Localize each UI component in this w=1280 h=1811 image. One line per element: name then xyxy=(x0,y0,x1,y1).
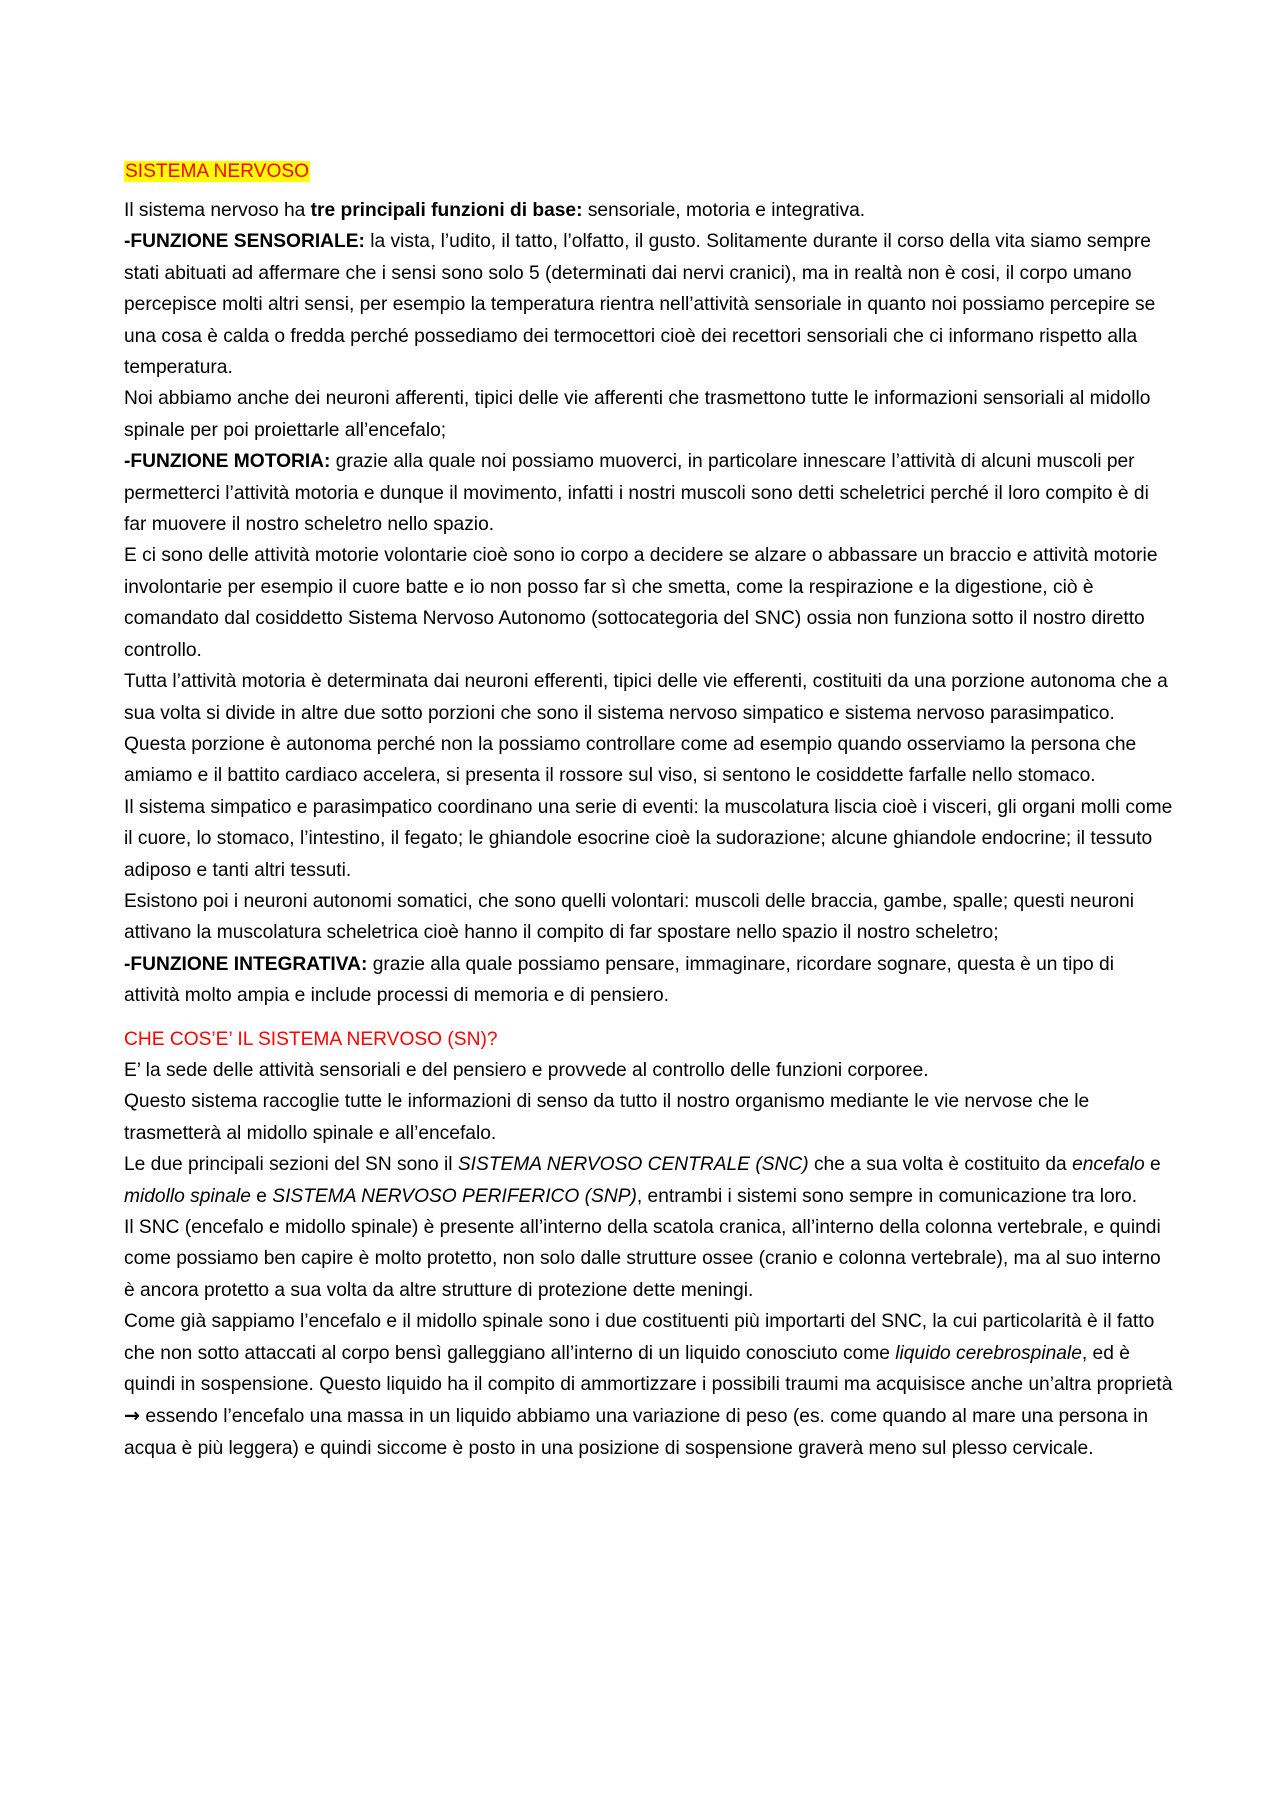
text-span: Come già sappiamo l’encefalo e il midollo spinale sono i due costituenti più importarti del SNC, la cui particolarità è il fatto che non sotto attaccati al corpo bensì galleggiano all’interno di un liquido conosciuto come xyxy=(124,1311,1155,1364)
sensory-function-text: la vista, l’udito, il tatto, l’olfatto, il gusto. Solitamente durante il corso della vita siamo sempre stati abituati ad affermare che i sensi sono solo 5 (determinati dai nervi cranici), ma in realtà non è cosi, il corpo umano percepisce molti altri sensi, per esempio la temperatura rientra nell’attività sensoriale in quanto noi possiamo percepire se una cosa è calda o fredda perché possediamo dei termocettori cioè dei recettori sensoriali che ci informano rispetto alla temperatura. xyxy=(124,231,1156,379)
text-span: essendo l’encefalo una massa in un liquido abbiamo una variazione di peso (es. come quando al mare una persona in acqua è più leggera) e quindi siccome è posto in una posizione di sospensione graverà meno sul plesso cervicale. xyxy=(124,1406,1149,1459)
text-span: , entrambi i sistemi sono sempre in comunicazione tra loro. xyxy=(636,1185,1138,1207)
sn-definition-paragraph: E’ la sede delle attività sensoriali e del pensiero e provvede al controllo delle funzioni corporee. xyxy=(124,1059,929,1081)
text-span: e xyxy=(250,1185,273,1207)
efferent-neurons-paragraph: Tutta l’attività motoria è determinata dai neuroni efferenti, tipici delle vie efferenti, costituiti da una porzione autonoma che a sua volta si divide in altre due sotto porzioni che sono il sistema nervoso simpatico e sistema nervoso parasimpatico. Questa porzione è autonoma perché non la possiamo controllare come ad esempio quando osserviamo la persona che amiamo e il battito cardiaco accelera, si presenta il rossore sul viso, si sentono le cosiddette farfalle nello stomaco. xyxy=(124,671,1168,787)
sensory-function-paragraph xyxy=(124,226,1174,383)
integrative-function-text: grazie alla quale possiamo pensare, immaginare, ricordare sognare, questa è un tipo di attività molto ampia e include processi di memoria e di pensiero. xyxy=(124,953,1114,1007)
italic-term: midollo spinale xyxy=(124,1185,251,1207)
afferent-neurons-paragraph: Noi abbiamo anche dei neuroni afferenti, tipici delle vie afferenti che trasmettono tutte le informazioni sensoriali al midollo spinale per poi proiettarle all’encefalo; xyxy=(124,388,1151,441)
intro-bold-text: tre principali funzioni di base: xyxy=(310,200,583,221)
sympathetic-paragraph: Il sistema simpatico e parasimpatico coordinano una serie di eventi: la muscolatura liscia cioè i visceri, gli organi molli come il cuore, lo stomaco, l’intestino, il fegato; le ghiandole esocrine cioè la sudorazione; alcune ghiandole endocrine; il tessuto adiposo e tanti altri tessuti. xyxy=(124,796,1173,881)
italic-term: liquido cerebrospinale xyxy=(895,1342,1082,1364)
arrow-right-icon: → xyxy=(124,1404,141,1428)
voluntary-activities-paragraph: E ci sono delle attività motorie volontarie cioè sono io corpo a decidere se alzare o abbassare un braccio e attività motorie involontarie per esempio il cuore batte e io non posso far sì che smetta, come la respirazione e la digestione, ciò è comandato dal cosiddetto Sistema Nervoso Autonomo (sottocategoria del SNC) ossia non funziona sotto il nostro diretto controllo. xyxy=(124,545,1158,661)
text-span: Le due principali sezioni del SN sono il xyxy=(124,1154,458,1176)
section-heading: CHE COS’E’ IL SISTEMA NERVOSO (SN)? xyxy=(124,1028,498,1050)
motor-function-label: -FUNZIONE MOTORIA: xyxy=(124,451,331,473)
sensory-function-label: -FUNZIONE SENSORIALE: xyxy=(124,231,365,253)
cerebrospinal-paragraph xyxy=(124,1306,1174,1464)
motor-function-text: grazie alla quale noi possiamo muoverci, in particolare innescare l’attività di alcuni muscoli per permetterci l’attività motoria e dunque il movimento, infatti i nostri muscoli sono detti scheletrici perché il loro compito è di far muovere il nostro scheletro nello spazio. xyxy=(124,451,1149,536)
text-span: che a sua volta è costituito da xyxy=(808,1154,1073,1176)
italic-term: SISTEMA NERVOSO PERIFERICO (SNP) xyxy=(272,1185,637,1207)
text-span: e xyxy=(1144,1154,1161,1176)
title-row xyxy=(124,156,1174,187)
intro-paragraph xyxy=(124,195,1174,226)
motor-function-paragraph xyxy=(124,446,1174,540)
sn-sections-paragraph xyxy=(124,1149,1174,1212)
italic-term: encefalo xyxy=(1072,1154,1145,1176)
sn-collection-paragraph: Questo sistema raccoglie tutte le informazioni di senso da tutto il nostro organismo mediante le vie nervose che le trasmetterà al midollo spinale e all’encefalo. xyxy=(124,1091,1090,1144)
text-span: , ed è quindi in sospensione. Questo liquido ha il compito di ammortizzare i possibili traumi ma acquisisce anche un’altra proprietà xyxy=(124,1342,1173,1396)
snc-protection-paragraph: Il SNC (encefalo e midollo spinale) è presente all’interno della scatola cranica, all’interno della colonna vertebrale, e quindi come possiamo ben capire è molto protetto, non solo dalle strutture ossee (cranio e colonna vertebrale), ma al suo interno è ancora protetto a sua volta da altre strutture di protezione dette meningi. xyxy=(124,1217,1161,1301)
document-title: SISTEMA NERVOSO xyxy=(125,161,310,182)
integrative-function-paragraph xyxy=(124,949,1174,1012)
italic-term: SISTEMA NERVOSO CENTRALE (SNC) xyxy=(457,1154,809,1176)
somatic-neurons-paragraph: Esistono poi i neuroni autonomi somatici, che sono quelli volontari: muscoli delle braccia, gambe, spalle; questi neuroni attivano la muscolatura scheletrica cioè hanno il compito di far spostare nello spazio il nostro scheletro; xyxy=(124,890,1135,944)
integrative-function-label: -FUNZIONE INTEGRATIVA: xyxy=(124,953,368,975)
intro-text-pre: Il sistema nervoso ha xyxy=(124,200,311,221)
intro-text-post: sensoriale, motoria e integrativa. xyxy=(582,200,866,221)
document-page xyxy=(124,156,1174,1464)
